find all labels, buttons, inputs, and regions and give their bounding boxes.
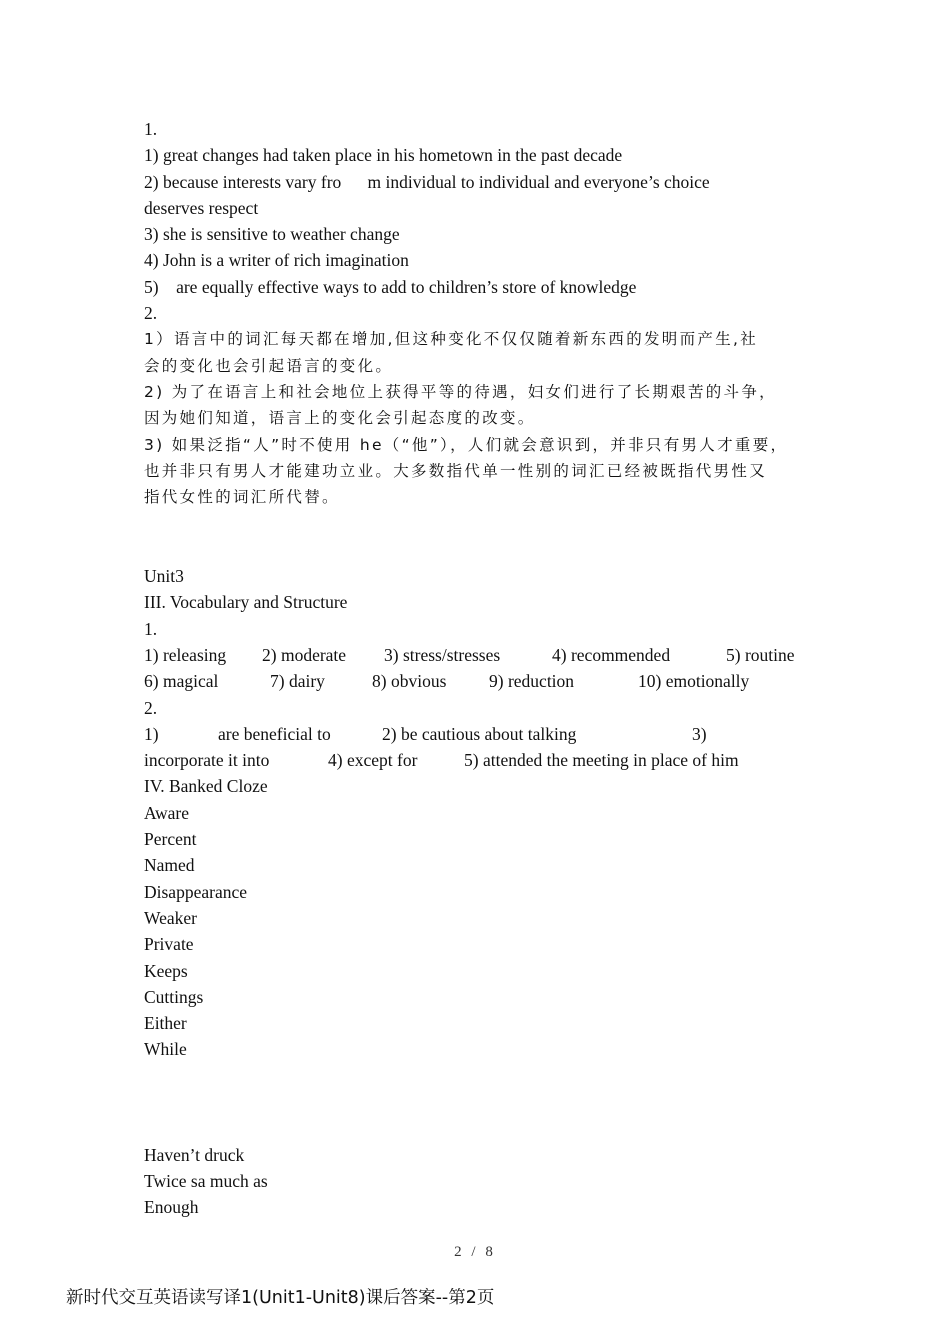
cloze-word: Either <box>144 1013 187 1034</box>
cloze-word: Keeps <box>144 960 188 981</box>
structure-answer: incorporate it into <box>144 750 270 771</box>
cloze-word: Cuttings <box>144 986 204 1007</box>
vocab-answer: 7) dairy <box>270 671 325 692</box>
section-heading: III. Vocabulary and Structure <box>144 592 348 613</box>
page-number: 2 / 8 <box>454 1244 496 1260</box>
answer-line: 4) John is a writer of rich imagination <box>144 250 409 271</box>
vocab-answer: 5) routine <box>726 644 795 665</box>
structure-answer: are beneficial to <box>218 723 331 744</box>
structure-answer-row <box>144 721 814 747</box>
structure-answer: 5) attended the meeting in place of him <box>464 750 739 771</box>
answer-line: 1) great changes had taken place in his hometown in the past decade <box>144 145 623 166</box>
phrase-answer: Twice sa much as <box>144 1170 268 1191</box>
translation-line: 会的变化也会引起语言的变化。 <box>144 356 394 375</box>
cloze-word: Weaker <box>144 907 197 928</box>
vocab-answer: 6) magical <box>144 671 219 692</box>
vocab-answer: 2) moderate <box>262 644 347 665</box>
answer-line: 5) are equally effective ways to add to children’s store of knowledge <box>144 276 637 297</box>
vocab-answer-row <box>144 642 814 668</box>
cloze-word: Disappearance <box>144 881 247 902</box>
unit-title: Unit3 <box>144 566 184 587</box>
vocab-answer: 8) obvious <box>372 671 447 692</box>
vocab-answer: 3) stress/stresses <box>384 644 501 665</box>
vocab-answer: 9) reduction <box>489 671 575 692</box>
answer-line: 2) because interests vary fro m individual to individual and everyone’s choice <box>144 171 710 192</box>
vocab-answer: 4) recommended <box>552 644 671 665</box>
translation-line: 指代女性的词汇所代替。 <box>144 488 340 507</box>
cloze-word: Percent <box>144 829 197 850</box>
cloze-word: Named <box>144 855 195 876</box>
vocab-answer-row <box>144 668 814 694</box>
answer-line: deserves respect <box>144 197 259 218</box>
phrase-answer: Enough <box>144 1197 199 1218</box>
translation-line: 3) 如果泛指“人”时不使用 he（“他”），人们就会意识到，并非只有男人才重要， <box>144 435 789 454</box>
answer-line: 3) she is sensitive to weather change <box>144 224 400 245</box>
cloze-word: While <box>144 1039 187 1060</box>
structure-answer: 3) <box>692 723 707 744</box>
cloze-word: Private <box>144 934 194 955</box>
translation-line: 2) 为了在语言上和社会地位上获得平等的待遇，妇女们进行了长期艰苦的斗争， <box>144 382 777 401</box>
structure-answer-row <box>144 747 814 773</box>
structure-answer: 2) be cautious about talking <box>382 723 577 744</box>
translation-line: 也并非只有男人才能建功立业。大多数指代单一性别的词汇已经被既指代男性又 <box>144 461 768 480</box>
question-number-1: 1. <box>144 119 158 139</box>
phrase-answer: Haven’t druck <box>144 1144 245 1165</box>
structure-answer: 4) except for <box>328 750 418 771</box>
question-number-2: 2. <box>144 303 158 324</box>
section-heading: IV. Banked Cloze <box>144 776 268 797</box>
document-footer-title: 新时代交互英语读写译1(Unit1-Unit8)课后答案--第2页 <box>66 1288 495 1308</box>
question-number-1: 1. <box>144 618 158 639</box>
structure-answer: 1) <box>144 723 159 744</box>
cloze-word: Aware <box>144 802 190 823</box>
question-number-2: 2. <box>144 697 158 718</box>
translation-line: 因为她们知道，语言上的变化会引起态度的改变。 <box>144 409 536 428</box>
vocab-answer: 10) emotionally <box>638 671 750 692</box>
translation-line: 1）语言中的词汇每天都在增加,但这种变化不仅仅随着新东西的发明而产生,社 <box>144 330 759 349</box>
document-body <box>144 116 814 1220</box>
vocab-answer: 1) releasing <box>144 644 227 665</box>
